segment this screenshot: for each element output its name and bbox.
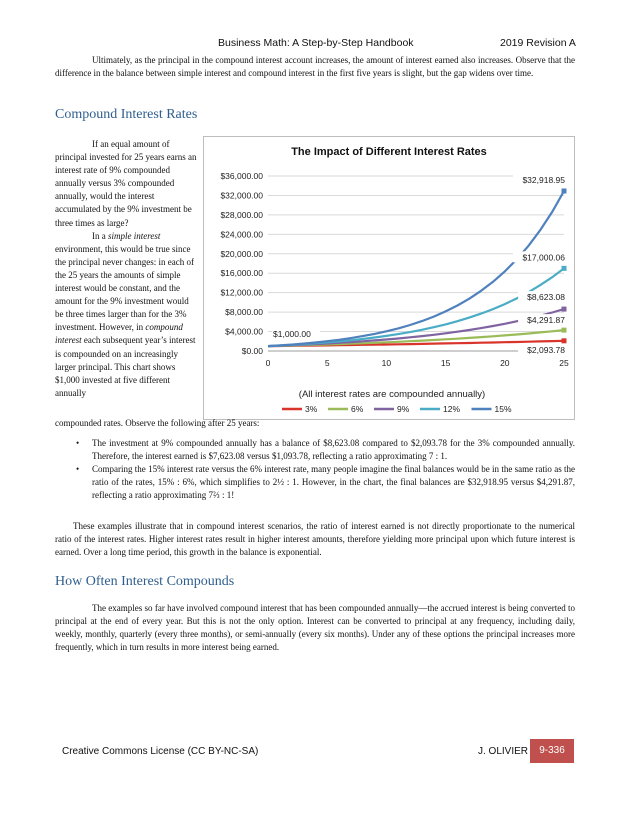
x-tick-label: 25 — [559, 358, 569, 368]
section1-paragraph-2 — [55, 230, 197, 400]
p2-emphasis-simple-interest: simple interest — [108, 230, 161, 241]
chart-y-tick-labels — [220, 171, 263, 356]
bullet-item-2: • Comparing the 15% interest rate versus the 6% interest rate, many people imagine the final balances would be in the same ratio as the ratio of the rates, 15% : 6%, which simplifies to 2½ : 1. However, in the chart, the final balances are $32,918.95 versus $4,291.87, reflecting a ratio approximating 7⅔ : 1! — [55, 463, 575, 502]
legend-label: 15% — [494, 404, 512, 414]
legend-label: 12% — [443, 404, 461, 414]
interest-rates-chart — [203, 136, 575, 420]
section1-paragraph-2-tail: compounded rates. Observe the following after 25 years: — [55, 418, 260, 428]
x-tick-label: 10 — [381, 358, 392, 368]
chart-canvas — [204, 137, 574, 419]
y-tick-label: $16,000.00 — [220, 268, 263, 279]
chart-x-axis-label: (All interest rates are compounded annually) — [298, 389, 486, 400]
section1-bullet-list-container — [55, 437, 575, 502]
y-tick-label: $20,000.00 — [220, 248, 263, 259]
footer-page-number: 9-336 — [530, 739, 574, 763]
intro-paragraph: Ultimately, as the principal in the compound interest account increases, the amount of interest earned also increases. Observe that the difference in the balance between simple interest and compound interest in the first five years is slight, but the gap widens over time. — [55, 55, 575, 79]
bullet-item-1: • The investment at 9% compounded annually has a balance of $8,623.08 compared to $2,093.78 for the 3% compounded annually. Therefore, the interest earned is $7,623.08 versus $1,093.78, reflecting a ratio approximating 7 : 1. — [55, 437, 575, 463]
series-end-marker — [562, 338, 567, 343]
footer-license: Creative Commons License (CC BY-NC-SA) — [62, 746, 259, 757]
p2-text-a: In a — [92, 230, 108, 241]
data-label: $8,623.08 — [527, 292, 565, 303]
y-tick-label: $36,000.00 — [220, 171, 263, 181]
x-tick-label: 0 — [265, 358, 271, 368]
data-label: $2,093.78 — [527, 344, 565, 355]
p2-emphasis-compound-interest: compound interest — [55, 322, 183, 346]
chart-legend — [282, 404, 512, 414]
running-header-title: Business Math: A Step-by-Step Handbook — [218, 37, 414, 49]
section1-paragraph-1: If an equal amount of principal invested for 25 years earns an interest rate of 9% compounded annually versus 3% compounded annually, would the interest accumulated by the 9% investment be three times as large? — [55, 139, 197, 228]
y-tick-label: $28,000.00 — [220, 209, 263, 220]
series-end-marker — [562, 328, 567, 333]
running-header-revision: 2019 Revision A — [500, 37, 576, 49]
footer-author: J. OLIVIER — [478, 746, 529, 757]
chart-data-labels — [272, 174, 566, 355]
x-tick-label: 5 — [324, 358, 330, 368]
y-tick-label: $4,000.00 — [225, 326, 263, 337]
p2-text-b: environment, this would be true since the principal never changes: in each of the 25 years the amounts of simple interest would be constant, and the amount for the 9% investment would be three times larger than for the 3% investment. However, in — [55, 243, 194, 333]
y-tick-label: $8,000.00 — [225, 307, 263, 318]
bullet-list — [55, 437, 575, 502]
chart-title: The Impact of Different Interest Rates — [291, 146, 487, 158]
chart-x-tick-labels — [266, 358, 569, 368]
legend-label: 6% — [351, 404, 364, 414]
x-tick-label: 20 — [500, 358, 510, 368]
section-heading-compound-interest-rates: Compound Interest Rates — [55, 107, 198, 122]
section1-text-column — [55, 138, 197, 400]
data-label: $32,918.95 — [522, 174, 565, 185]
section2-paragraph-1: The examples so far have involved compound interest that has been compounded annually—the accrued interest is being converted to principal at the end of every year. But this is not the only option. Interest can be converted to principal at any frequency, including daily, weekly, monthly, quarterly (every three months), or semi-annually (every six months). Under any of these options the principal increases more frequently, which in turn results in more interest being earned. — [55, 603, 575, 653]
data-label: $1,000.00 — [273, 329, 311, 340]
section-heading-how-often-interest-compounds: How Often Interest Compounds — [55, 574, 235, 589]
y-tick-label: $32,000.00 — [220, 190, 263, 201]
legend-label: 9% — [397, 404, 410, 414]
series-end-marker — [562, 266, 567, 271]
x-tick-label: 15 — [440, 358, 451, 368]
data-label: $4,291.87 — [527, 315, 565, 326]
p2-text-c: each subsequent year’s interest is compounded on an increasingly larger principal. This chart shows $1,000 invested at five different annually — [55, 335, 196, 398]
series-end-marker — [562, 307, 567, 312]
y-tick-label: $12,000.00 — [220, 287, 263, 298]
series-end-marker — [562, 188, 567, 193]
legend-label: 3% — [305, 404, 318, 414]
y-tick-label: $0.00 — [241, 346, 263, 356]
section1-paragraph-3: These examples illustrate that in compound interest scenarios, the ratio of interest earned is not directly proportionate to the numerical ratio of the interest rates. Higher interest rates result in higher interest amounts, therefore yielding more principal upon which future interest is earned. Over a long time period, this growth in the balance is exponential. — [55, 521, 575, 558]
data-label: $17,000.06 — [522, 252, 565, 263]
y-tick-label: $24,000.00 — [220, 229, 263, 240]
